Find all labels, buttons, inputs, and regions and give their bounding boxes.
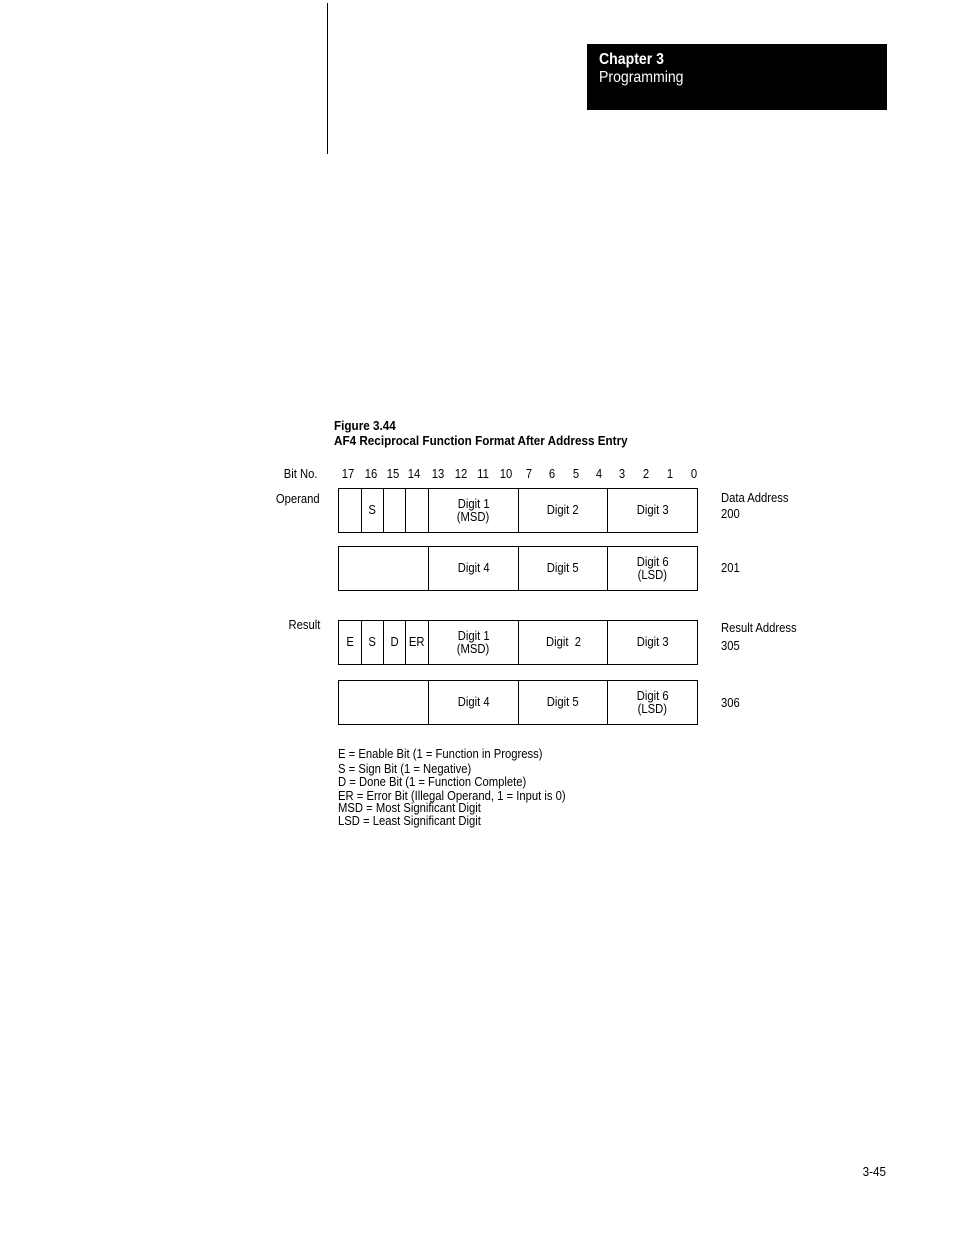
operand-blank (339, 547, 428, 590)
data-address-label: Data Address (721, 491, 789, 505)
bit-number: 1 (666, 467, 674, 481)
operand-label: Operand (276, 492, 320, 506)
result-digit-2: Digit 2 (518, 621, 607, 664)
result-label: Result (288, 618, 320, 632)
result-address-306: 306 (721, 696, 740, 710)
legend-lsd: LSD = Least Significant Digit (338, 814, 481, 828)
result-digit-3: Digit 3 (607, 621, 697, 664)
data-address-200: 200 (721, 507, 740, 521)
bit-number: 12 (454, 467, 468, 481)
legend-error: ER = Error Bit (Illegal Operand, 1 = Input is 0) (338, 789, 566, 803)
legend-done: D = Done Bit (1 = Function Complete) (338, 775, 527, 789)
result-flag-done: D (383, 621, 405, 664)
figure-number: Figure 3.44 (334, 418, 396, 433)
result-word-2 (338, 680, 698, 725)
bit-number: 6 (548, 467, 556, 481)
bit-number: 14 (407, 467, 421, 481)
result-digit-6: Digit 6 (LSD) (607, 681, 697, 724)
data-address-201: 201 (721, 561, 740, 575)
result-digit-4: Digit 4 (428, 681, 518, 724)
bit-no-label: Bit No. (284, 467, 318, 481)
bit-number: 7 (525, 467, 533, 481)
operand-digit-3: Digit 3 (607, 489, 697, 532)
result-word-1 (338, 620, 698, 665)
operand-flag-15 (383, 489, 405, 532)
result-flag-sign: S (361, 621, 383, 664)
bit-number: 2 (642, 467, 650, 481)
operand-digit-2: Digit 2 (518, 489, 607, 532)
operand-digit-5: Digit 5 (518, 547, 607, 590)
operand-flag-17 (339, 489, 361, 532)
bit-number: 5 (572, 467, 580, 481)
chapter-number: Chapter 3 (599, 51, 664, 68)
result-digit-1: Digit 1 (MSD) (428, 621, 518, 664)
bit-number: 3 (618, 467, 626, 481)
operand-word-2 (338, 546, 698, 591)
result-digit-5: Digit 5 (518, 681, 607, 724)
bit-number: 4 (595, 467, 603, 481)
result-address-305: 305 (721, 639, 740, 653)
bit-numbers (0, 467, 954, 483)
operand-digit-4: Digit 4 (428, 547, 518, 590)
figure-title: AF4 Reciprocal Function Format After Address Entry (334, 433, 628, 448)
operand-word-1 (338, 488, 698, 533)
legend-msd: MSD = Most Significant Digit (338, 801, 481, 815)
result-address-label: Result Address (721, 621, 797, 635)
bit-number: 10 (499, 467, 513, 481)
result-flag-error: ER (405, 621, 428, 664)
bit-number: 15 (386, 467, 400, 481)
operand-digit-1: Digit 1 (MSD) (428, 489, 518, 532)
legend-enable: E = Enable Bit (1 = Function in Progress) (338, 747, 543, 761)
bit-number: 16 (364, 467, 378, 481)
bit-number: 0 (690, 467, 698, 481)
bit-number: 13 (431, 467, 445, 481)
page-number: 3-45 (862, 1164, 886, 1179)
bit-number: 11 (477, 467, 489, 481)
operand-digit-6: Digit 6 (LSD) (607, 547, 697, 590)
chapter-title: Programming (599, 69, 684, 86)
result-blank (339, 681, 428, 724)
operand-flag-sign: S (361, 489, 383, 532)
bit-number: 17 (341, 467, 355, 481)
result-flag-enable: E (346, 635, 354, 649)
legend-sign: S = Sign Bit (1 = Negative) (338, 762, 472, 776)
operand-flag-14 (405, 489, 428, 532)
chapter-header (587, 44, 887, 110)
margin-rule (327, 3, 328, 154)
